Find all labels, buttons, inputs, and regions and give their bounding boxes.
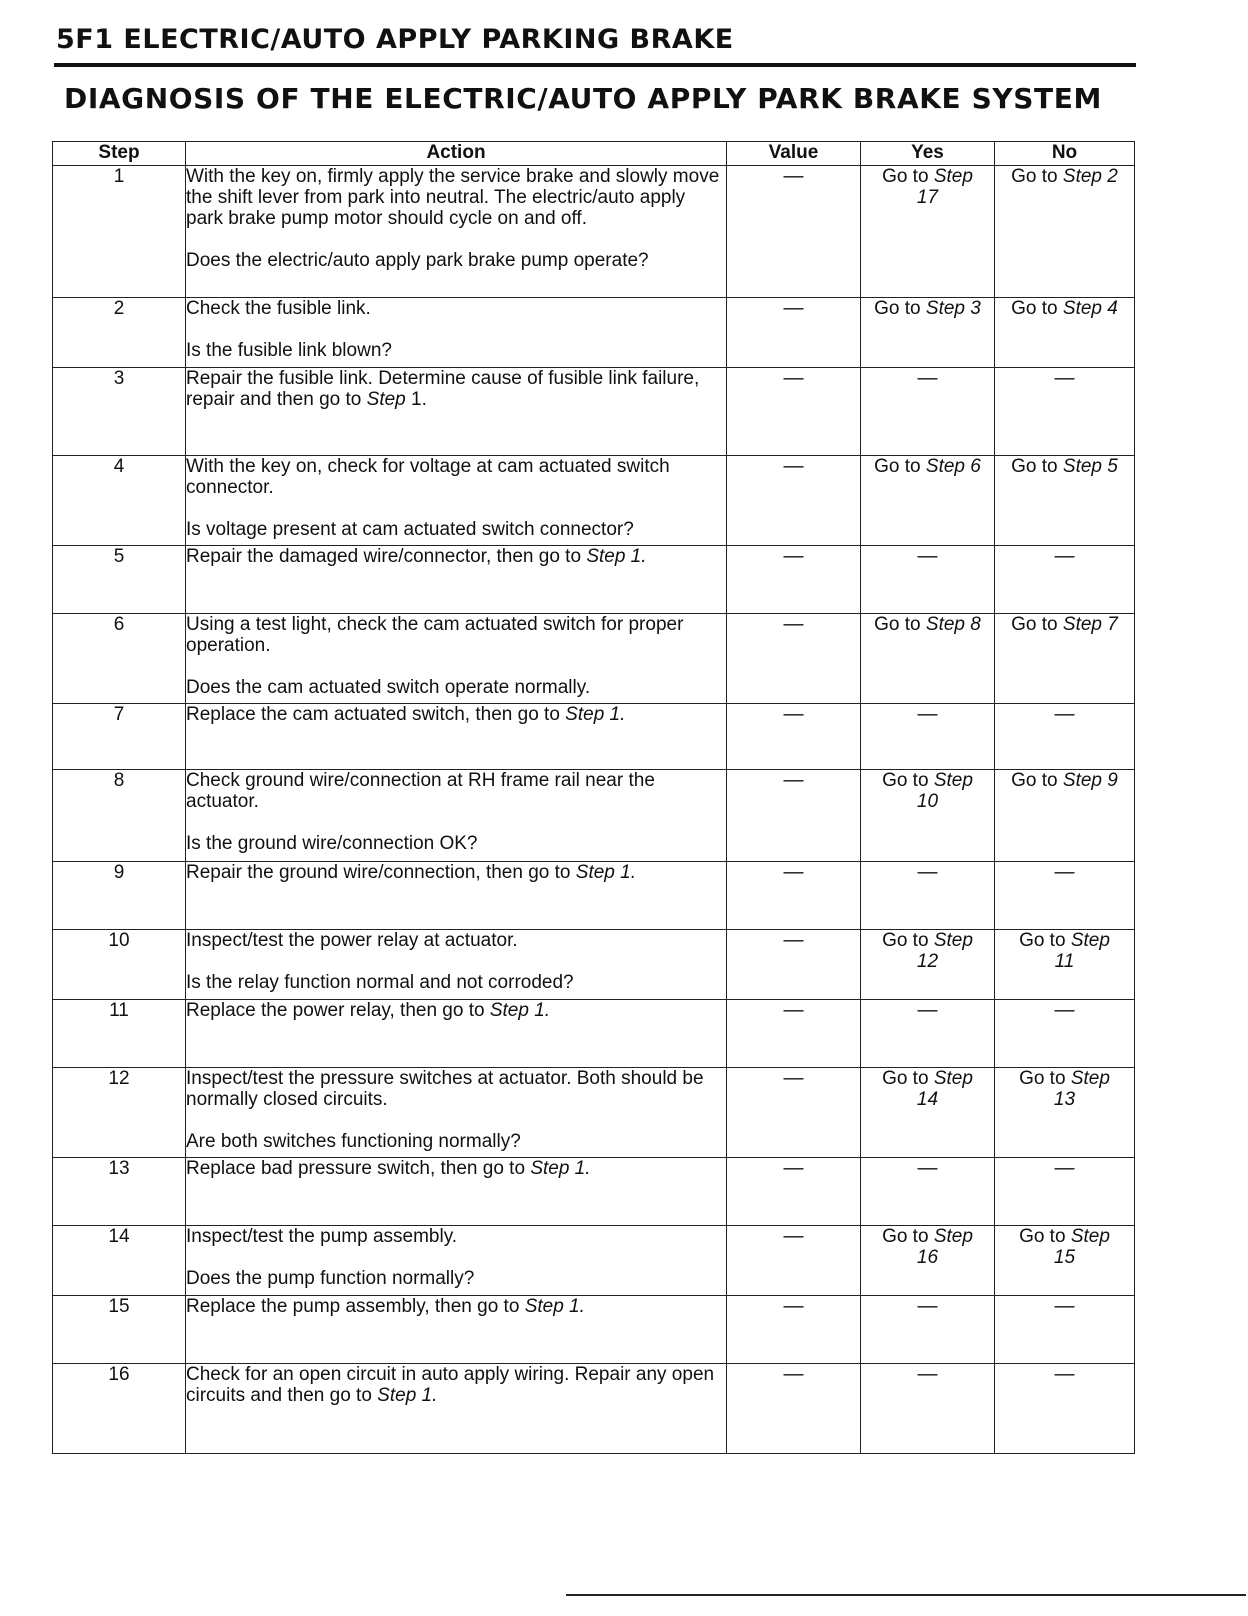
value-cell: — bbox=[727, 1364, 861, 1454]
step-reference-number: 1. bbox=[411, 389, 427, 410]
action-text-wrap bbox=[186, 614, 726, 656]
step-number: 15 bbox=[53, 1296, 186, 1364]
no-goto-cell bbox=[995, 770, 1135, 862]
goto-step-word: Step bbox=[1070, 930, 1110, 951]
action-text: Inspect/test the pressure switches at actuator. Both should be normally closed circuits. bbox=[186, 1068, 704, 1110]
goto-prefix: Go to bbox=[1011, 298, 1058, 319]
action-cell bbox=[186, 862, 727, 930]
step-reference: Step 1. bbox=[530, 1158, 591, 1179]
action-question: Does the electric/auto apply park brake pump operate? bbox=[186, 250, 649, 271]
goto-step-number: 10 bbox=[916, 791, 939, 812]
yes-cell: — bbox=[861, 1364, 995, 1454]
step-number: 9 bbox=[53, 862, 186, 930]
action-text-wrap bbox=[186, 1296, 726, 1317]
table-row bbox=[53, 1158, 1135, 1226]
action-text-wrap bbox=[186, 1068, 726, 1110]
goto-prefix: Go to bbox=[882, 930, 929, 951]
goto-prefix: Go to bbox=[1011, 456, 1058, 477]
step-number: 2 bbox=[53, 298, 186, 368]
step-reference: Step 1. bbox=[489, 1000, 551, 1021]
step-reference: Step 1. bbox=[586, 546, 647, 567]
action-cell bbox=[186, 1068, 727, 1158]
yes-cell: — bbox=[861, 862, 995, 930]
action-text-wrap bbox=[186, 862, 726, 883]
goto-step-word: Step bbox=[933, 1226, 973, 1247]
yes-goto-cell bbox=[861, 1226, 995, 1296]
value-cell: — bbox=[727, 1296, 861, 1364]
action-cell bbox=[186, 456, 727, 546]
value-cell: — bbox=[727, 1068, 861, 1158]
goto-step-word: Step bbox=[933, 770, 973, 791]
action-cell bbox=[186, 166, 727, 298]
step-reference: Step 1. bbox=[565, 704, 626, 725]
step-number: 12 bbox=[53, 1068, 186, 1158]
step-number: 11 bbox=[53, 1000, 186, 1068]
action-text-wrap bbox=[186, 1226, 726, 1247]
action-text: Replace the power relay, then go to bbox=[186, 1000, 485, 1021]
col-header-value: Value bbox=[727, 142, 861, 166]
step-number: 4 bbox=[53, 456, 186, 546]
yes-cell: — bbox=[861, 546, 995, 614]
table-row bbox=[53, 298, 1135, 368]
action-text: Inspect/test the power relay at actuator. bbox=[186, 930, 518, 951]
action-text: Check ground wire/connection at RH frame rail near the actuator. bbox=[186, 770, 655, 812]
diagnosis-table bbox=[52, 141, 1135, 1454]
table-row bbox=[53, 546, 1135, 614]
action-text-wrap bbox=[186, 456, 726, 498]
table-row bbox=[53, 614, 1135, 704]
no-cell: — bbox=[995, 1158, 1135, 1226]
goto-prefix: Go to bbox=[882, 770, 929, 791]
table-row bbox=[53, 862, 1135, 930]
goto-step-word: Step bbox=[1062, 770, 1102, 791]
no-cell: — bbox=[995, 1364, 1135, 1454]
step-number: 10 bbox=[53, 930, 186, 1000]
no-cell: — bbox=[995, 1000, 1135, 1068]
action-cell bbox=[186, 770, 727, 862]
table-body bbox=[53, 166, 1135, 1454]
action-text-wrap bbox=[186, 1158, 726, 1179]
goto-step-word: Step bbox=[925, 456, 965, 477]
goto-step-word: Step bbox=[1062, 614, 1102, 635]
goto-step-number: 11 bbox=[1054, 951, 1075, 972]
col-header-no: No bbox=[995, 142, 1135, 166]
section-rule bbox=[54, 63, 1136, 67]
value-cell: — bbox=[727, 166, 861, 298]
no-goto-cell bbox=[995, 456, 1135, 546]
page-title: DIAGNOSIS OF THE ELECTRIC/AUTO APPLY PARK BRAKE SYSTEM bbox=[64, 82, 1102, 115]
step-reference: Step 1. bbox=[575, 862, 636, 883]
action-cell bbox=[186, 1158, 727, 1226]
section-title: 5F1 ELECTRIC/AUTO APPLY PARKING BRAKE bbox=[56, 24, 734, 55]
table-row bbox=[53, 770, 1135, 862]
action-cell bbox=[186, 1364, 727, 1454]
table-row bbox=[53, 1226, 1135, 1296]
goto-step-number: 16 bbox=[916, 1247, 939, 1268]
no-cell: — bbox=[995, 546, 1135, 614]
no-goto-cell bbox=[995, 1068, 1135, 1158]
yes-cell: — bbox=[861, 1158, 995, 1226]
action-text-wrap bbox=[186, 1000, 726, 1021]
table-row bbox=[53, 930, 1135, 1000]
action-text-wrap bbox=[186, 368, 726, 410]
yes-goto-cell bbox=[861, 298, 995, 368]
action-question: Is voltage present at cam actuated switch connector? bbox=[186, 519, 634, 540]
step-reference: Step 1. bbox=[524, 1296, 585, 1317]
table-row bbox=[53, 1364, 1135, 1454]
goto-prefix: Go to bbox=[1019, 1068, 1066, 1089]
action-question: Is the fusible link blown? bbox=[186, 340, 392, 361]
value-cell: — bbox=[727, 770, 861, 862]
table-row bbox=[53, 166, 1135, 298]
action-text-wrap bbox=[186, 704, 726, 725]
step-number: 5 bbox=[53, 546, 186, 614]
action-question: Does the cam actuated switch operate normally. bbox=[186, 677, 591, 698]
goto-step-number: 15 bbox=[1053, 1247, 1076, 1268]
col-header-action: Action bbox=[186, 142, 727, 166]
value-cell: — bbox=[727, 614, 861, 704]
action-text: Repair the ground wire/connection, then go to bbox=[186, 862, 571, 883]
action-text: Check the fusible link. bbox=[186, 298, 371, 319]
step-number: 13 bbox=[53, 1158, 186, 1226]
table-row bbox=[53, 1000, 1135, 1068]
goto-step-number: 5 bbox=[1107, 456, 1118, 477]
action-text: With the key on, firmly apply the service brake and slowly move the shift lever from park into neutral. The electric/auto apply park brake pump motor should cycle on and off. bbox=[186, 166, 720, 229]
action-text: Repair the damaged wire/connector, then go to bbox=[186, 546, 582, 567]
table-row bbox=[53, 368, 1135, 456]
goto-prefix: Go to bbox=[874, 456, 921, 477]
value-cell: — bbox=[727, 546, 861, 614]
no-cell: — bbox=[995, 862, 1135, 930]
goto-step-word: Step bbox=[1062, 166, 1102, 187]
value-cell: — bbox=[727, 298, 861, 368]
value-cell: — bbox=[727, 930, 861, 1000]
action-text: Check for an open circuit in auto apply wiring. Repair any open circuits and then go to bbox=[186, 1364, 715, 1406]
action-text-wrap bbox=[186, 770, 726, 812]
yes-goto-cell bbox=[861, 456, 995, 546]
value-cell: — bbox=[727, 1000, 861, 1068]
goto-prefix: Go to bbox=[874, 614, 921, 635]
value-cell: — bbox=[727, 1226, 861, 1296]
action-text: Using a test light, check the cam actuated switch for proper operation. bbox=[186, 614, 684, 656]
action-text-wrap bbox=[186, 546, 726, 567]
step-reference: Step bbox=[366, 389, 406, 410]
goto-step-word: Step bbox=[1070, 1068, 1110, 1089]
goto-step-word: Step bbox=[1062, 298, 1102, 319]
action-question: Is the ground wire/connection OK? bbox=[186, 833, 478, 854]
yes-cell: — bbox=[861, 704, 995, 770]
action-question: Is the relay function normal and not corroded? bbox=[186, 972, 574, 993]
goto-step-number: 17 bbox=[916, 187, 939, 208]
goto-prefix: Go to bbox=[1011, 614, 1058, 635]
goto-step-word: Step bbox=[925, 614, 965, 635]
goto-step-number: 7 bbox=[1107, 614, 1118, 635]
action-text: Replace bad pressure switch, then go to bbox=[186, 1158, 526, 1179]
goto-step-number: 12 bbox=[916, 951, 939, 972]
goto-step-word: Step bbox=[933, 1068, 973, 1089]
goto-prefix: Go to bbox=[882, 1226, 929, 1247]
step-number: 7 bbox=[53, 704, 186, 770]
table-row bbox=[53, 456, 1135, 546]
action-text: Repair the fusible link. Determine cause of fusible link failure, repair and then go to bbox=[186, 368, 700, 410]
action-text-wrap bbox=[186, 1364, 726, 1406]
no-goto-cell bbox=[995, 614, 1135, 704]
table-row bbox=[53, 1068, 1135, 1158]
goto-step-word: Step bbox=[933, 166, 973, 187]
value-cell: — bbox=[727, 862, 861, 930]
goto-step-word: Step bbox=[933, 930, 973, 951]
step-number: 14 bbox=[53, 1226, 186, 1296]
action-question: Does the pump function normally? bbox=[186, 1268, 475, 1289]
action-text: With the key on, check for voltage at cam actuated switch connector. bbox=[186, 456, 670, 498]
goto-step-number: 8 bbox=[970, 614, 981, 635]
goto-prefix: Go to bbox=[1019, 930, 1066, 951]
action-text: Replace the cam actuated switch, then go to bbox=[186, 704, 560, 725]
step-reference: Step 1. bbox=[377, 1385, 438, 1406]
goto-step-number: 13 bbox=[1053, 1089, 1076, 1110]
action-cell bbox=[186, 298, 727, 368]
action-text: Replace the pump assembly, then go to bbox=[186, 1296, 520, 1317]
action-text-wrap bbox=[186, 930, 726, 951]
no-goto-cell bbox=[995, 930, 1135, 1000]
action-text-wrap bbox=[186, 298, 726, 319]
goto-step-number: 2 bbox=[1107, 166, 1118, 187]
goto-step-word: Step bbox=[1062, 456, 1102, 477]
no-goto-cell bbox=[995, 166, 1135, 298]
col-header-yes: Yes bbox=[861, 142, 995, 166]
goto-step-number: 9 bbox=[1107, 770, 1118, 791]
goto-step-word: Step bbox=[925, 298, 965, 319]
goto-prefix: Go to bbox=[874, 298, 921, 319]
yes-goto-cell bbox=[861, 1068, 995, 1158]
yes-cell: — bbox=[861, 1296, 995, 1364]
yes-goto-cell bbox=[861, 770, 995, 862]
yes-cell: — bbox=[861, 368, 995, 456]
step-number: 3 bbox=[53, 368, 186, 456]
step-number: 16 bbox=[53, 1364, 186, 1454]
yes-cell: — bbox=[861, 1000, 995, 1068]
action-cell bbox=[186, 546, 727, 614]
yes-goto-cell bbox=[861, 166, 995, 298]
goto-step-number: 6 bbox=[970, 456, 981, 477]
step-number: 1 bbox=[53, 166, 186, 298]
yes-goto-cell bbox=[861, 930, 995, 1000]
no-cell: — bbox=[995, 368, 1135, 456]
table-row bbox=[53, 704, 1135, 770]
value-cell: — bbox=[727, 704, 861, 770]
action-cell bbox=[186, 1296, 727, 1364]
action-cell bbox=[186, 1000, 727, 1068]
value-cell: — bbox=[727, 1158, 861, 1226]
yes-goto-cell bbox=[861, 614, 995, 704]
table-row bbox=[53, 1296, 1135, 1364]
action-cell bbox=[186, 368, 727, 456]
goto-prefix: Go to bbox=[1011, 770, 1058, 791]
action-cell bbox=[186, 704, 727, 770]
action-question: Are both switches functioning normally? bbox=[186, 1131, 521, 1152]
no-goto-cell bbox=[995, 298, 1135, 368]
no-goto-cell bbox=[995, 1226, 1135, 1296]
goto-prefix: Go to bbox=[882, 166, 929, 187]
no-cell: — bbox=[995, 1296, 1135, 1364]
goto-prefix: Go to bbox=[882, 1068, 929, 1089]
col-header-step: Step bbox=[53, 142, 186, 166]
footer-rule bbox=[566, 1594, 1246, 1596]
value-cell: — bbox=[727, 456, 861, 546]
action-cell bbox=[186, 614, 727, 704]
action-cell bbox=[186, 930, 727, 1000]
goto-step-number: 14 bbox=[916, 1089, 939, 1110]
table-header-row bbox=[53, 142, 1135, 166]
action-text: Inspect/test the pump assembly. bbox=[186, 1226, 458, 1247]
goto-step-number: 4 bbox=[1107, 298, 1118, 319]
step-number: 8 bbox=[53, 770, 186, 862]
action-cell bbox=[186, 1226, 727, 1296]
value-cell: — bbox=[727, 368, 861, 456]
goto-step-word: Step bbox=[1070, 1226, 1110, 1247]
goto-step-number: 3 bbox=[970, 298, 981, 319]
goto-prefix: Go to bbox=[1011, 166, 1058, 187]
action-text-wrap bbox=[186, 166, 726, 229]
no-cell: — bbox=[995, 704, 1135, 770]
goto-prefix: Go to bbox=[1019, 1226, 1066, 1247]
step-number: 6 bbox=[53, 614, 186, 704]
